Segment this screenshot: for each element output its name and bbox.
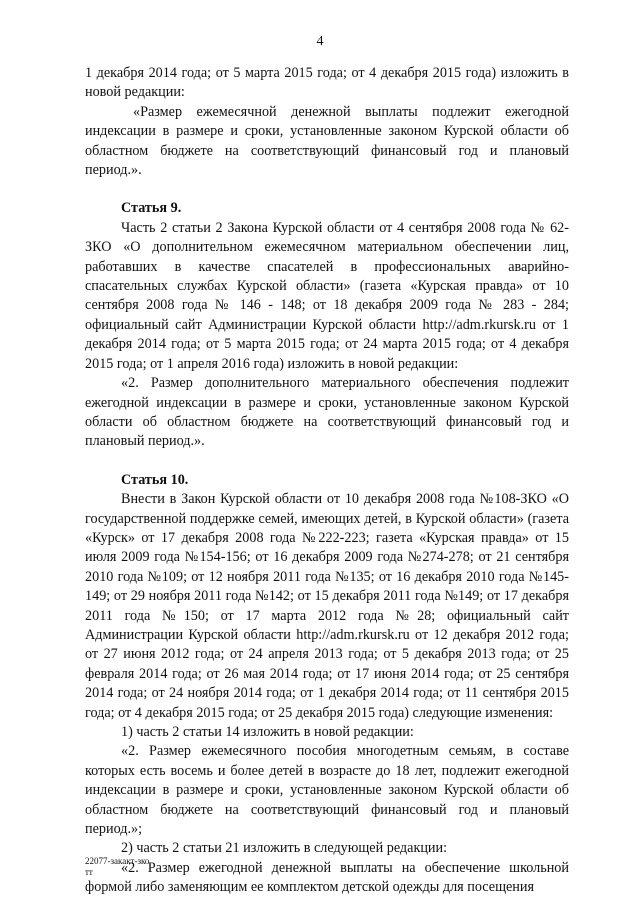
footer-code: 22077-закакт-зко [85, 856, 150, 866]
article-10-quote-1: «2. Размер ежемесячного пособия многодетным семьям, в составе которых есть восемь и более детей в возрасте до 18 лет, подлежит ежегодной индексации в размере и сроки, установленные законом Курской области об областном бюджете на соответствующий финансовый год и плановый период.»; [85, 743, 569, 838]
article-10-quote-2: «2. Размер ежегодной денежной выплаты на обеспечение школьной формой либо заменяющим ее комплектом детской одежды для посещения [85, 859, 569, 896]
article-9-heading: Статья 9. [121, 200, 182, 217]
article-10-paragraph: Внести в Закон Курской области от 10 декабря 2008 года №108-ЗКО «О государственной поддержке семей, имеющих детей, в Курской области» (газета «Курск» от 17 декабря 2008 года №222-223; газета «Курская правда» от 15 июля 2009 года №154-156; от 16 декабря 2009 года №274-278; от 21 сентября 2010 года №109; от 12 ноября 2011 года №135; от 16 декабря 2010 года №145-149; от 29 ноября 2011 года №142; от 15 декабря 2011 года №149; от 17 декабря 2011 года №150; от 17 марта 2012 года №28; официальный сайт Администрации Курской области http://adm.rkursk.ru от 12 декабря 2012 года; от 27 июня 2012 года; от 24 апреля 2013 года; от 5 декабря 2013 года; от 25 февраля 2014 года; от 26 мая 2014 года; от 17 июня 2014 года; от 25 сентября 2014 года; от 24 ноября 2014 года; от 1 декабря 2014 года; от 11 сентября 2015 года; от 4 декабря 2015 года; от 25 декабря 2015 года) следующие изменения: [85, 491, 569, 721]
article-10-heading: Статья 10. [121, 471, 189, 488]
page-number: 4 [316, 34, 324, 49]
paragraph-continuation: 1 декабря 2014 года; от 5 марта 2015 года; от 4 декабря 2015 года) изложить в новой редакции: [85, 65, 569, 101]
footer-initials: тт [85, 867, 93, 877]
article-10-item-2: 2) часть 2 статьи 21 изложить в следующей редакции: [121, 840, 448, 857]
article-9-paragraph: Часть 2 статьи 2 Закона Курской области от 4 сентября 2008 года № 62-ЗКО «О дополнительном ежемесячном материальном обеспечении лиц, работавших в качестве спасателей в профессиональных аварийно-спасательных службах Курской области» (газета «Курская правда» от 10 сентября 2008 года № 146 - 148; от 18 декабря 2009 года № 283 - 284; официальный сайт Администрации Курской области http://adm.rkursk.ru от 1 декабря 2014 года; от 5 марта 2015 года; от 24 марта 2015 года; от 4 декабря 2015 года; от 1 апреля 2016 года) изложить в новой редакции: [85, 219, 569, 372]
article-10-item-1: 1) часть 2 статьи 14 изложить в новой редакции: [121, 724, 414, 740]
quoted-amendment: «Размер ежемесячной денежной выплаты подлежит ежегодной индексации в размере и сроки, установленные законом Курской области об областном бюджете на соответствующий финансовый год и плановый период.». [85, 103, 569, 179]
document-footer [85, 856, 149, 878]
document-body [85, 64, 569, 898]
article-9-quote: «2. Размер дополнительного материального обеспечения подлежит ежегодной индексации в размере и сроки, установленные законом Курской области об областном бюджете на соответствующий финансовый год и плановый период.». [85, 375, 569, 450]
